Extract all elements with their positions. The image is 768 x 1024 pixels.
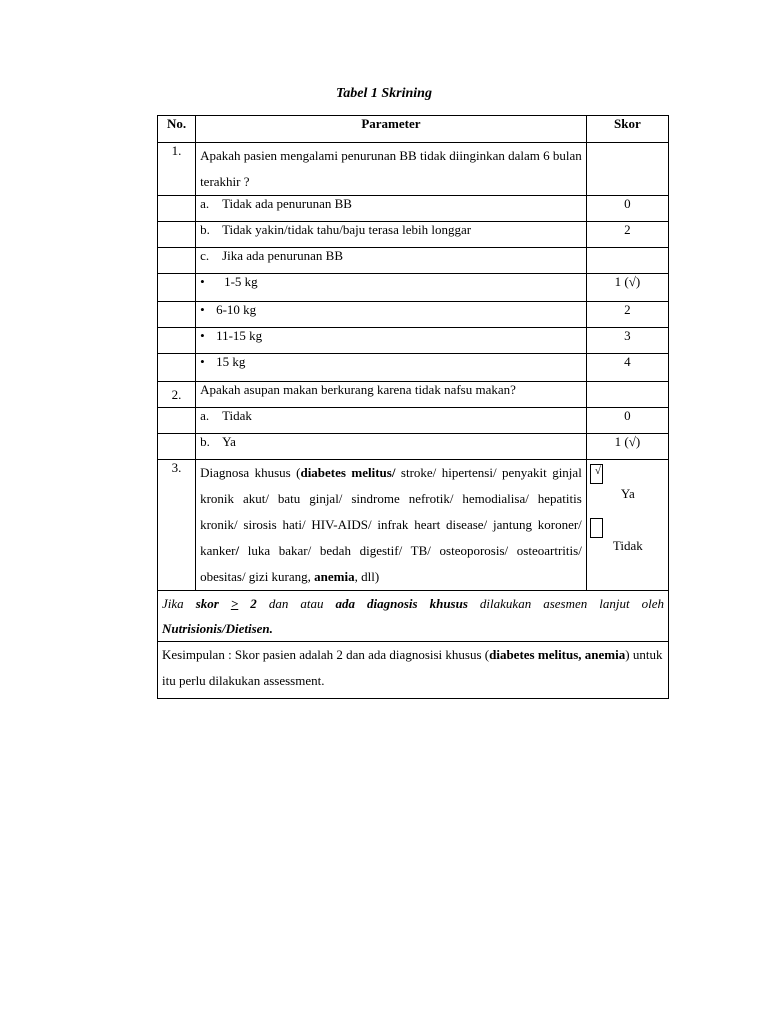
table-title: Tabel 1 Skrining: [336, 86, 432, 101]
screening-table: [157, 115, 669, 699]
q2-option-a-row: [158, 408, 669, 434]
option-tidak-label: Tidak: [612, 538, 643, 553]
question-2-number: 2.: [158, 382, 196, 408]
question-3-text: Diagnosa khusus (diabetes melitus/ stroke/ hipertensi/ penyakit ginjal kronik akut/ batu ginjal/ sindrome nefrotik/ hemodialisa/ hepatitis kronik/ sirosis hati/ HIV-AIDS/ infrak heart disease/ jantung koroner/ kanker/ luka bakar/ bedah digestif/ TB/ osteoporosis/ osteoartritis/ obesitas/ gizi kurang, anemia, dll): [196, 460, 587, 591]
option-ya-label: Ya: [620, 486, 635, 501]
q1-option-a-score: 0: [586, 196, 668, 222]
question-3-options: [586, 460, 668, 591]
q2-option-b-row: [158, 434, 669, 460]
q1-option-c-score: [586, 248, 668, 274]
header-no: No.: [158, 116, 196, 143]
q1-option-b-score: 2: [586, 222, 668, 248]
q1-bullet-2-score: 2: [586, 302, 668, 328]
assessment-note: Jika skor > 2 dan atau ada diagnosis khusus dilakukan asesmen lanjut oleh Nutrisionis/Dietisen.: [158, 591, 669, 642]
q2-option-b-score: 1 (√): [586, 434, 668, 460]
header-parameter: Parameter: [196, 116, 587, 143]
q1-option-c-row: [158, 248, 669, 274]
checkbox-ya[interactable]: [590, 464, 603, 484]
q2-option-a: a. Tidak: [196, 408, 587, 434]
header-row: [158, 116, 669, 143]
conclusion-text: Kesimpulan : Skor pasien adalah 2 dan ada diagnosisi khusus (diabetes melitus, anemia) untuk itu perlu dilakukan assessment.: [158, 642, 669, 699]
q1-bullet-2: • 6-10 kg: [196, 302, 587, 328]
q1-bullet-row: [158, 328, 669, 354]
q1-bullet-1: • 1-5 kg: [196, 274, 587, 302]
question-2-row: [158, 382, 669, 408]
q1-option-b: b. Tidak yakin/tidak tahu/baju terasa lebih longgar: [196, 222, 587, 248]
bullet-icon: •: [200, 328, 205, 343]
q1-option-a: a. Tidak ada penurunan BB: [196, 196, 587, 222]
question-3-number: 3.: [158, 460, 196, 591]
q1-bullet-4: • 15 kg: [196, 354, 587, 382]
q1-option-b-row: [158, 222, 669, 248]
q2-option-b: b. Ya: [196, 434, 587, 460]
q1-bullet-3: • 11-15 kg: [196, 328, 587, 354]
question-1-number: 1.: [158, 143, 196, 196]
checkbox-tidak[interactable]: [590, 518, 603, 538]
bullet-icon: •: [200, 354, 205, 369]
question-2-text: Apakah asupan makan berkurang karena tidak nafsu makan?: [196, 382, 587, 408]
q1-bullet-3-score: 3: [586, 328, 668, 354]
question-1-text: Apakah pasien mengalami penurunan BB tidak diinginkan dalam 6 bulan terakhir ?: [196, 143, 587, 196]
q1-option-a-row: [158, 196, 669, 222]
question-3-row: [158, 460, 669, 591]
q1-bullet-row: [158, 274, 669, 302]
checkmark-icon: √: [594, 465, 601, 477]
header-skor: Skor: [586, 116, 668, 143]
q1-option-c: c. Jika ada penurunan BB: [196, 248, 587, 274]
q1-bullet-row: [158, 302, 669, 328]
q1-bullet-row: [158, 354, 669, 382]
q1-bullet-1-score: 1 (√): [586, 274, 668, 302]
q2-option-a-score: 0: [586, 408, 668, 434]
bullet-icon: •: [200, 302, 205, 317]
question-1-row: [158, 143, 669, 196]
q1-bullet-4-score: 4: [586, 354, 668, 382]
conclusion-row: [158, 642, 669, 699]
note-row: [158, 591, 669, 642]
bullet-icon: •: [200, 274, 205, 289]
